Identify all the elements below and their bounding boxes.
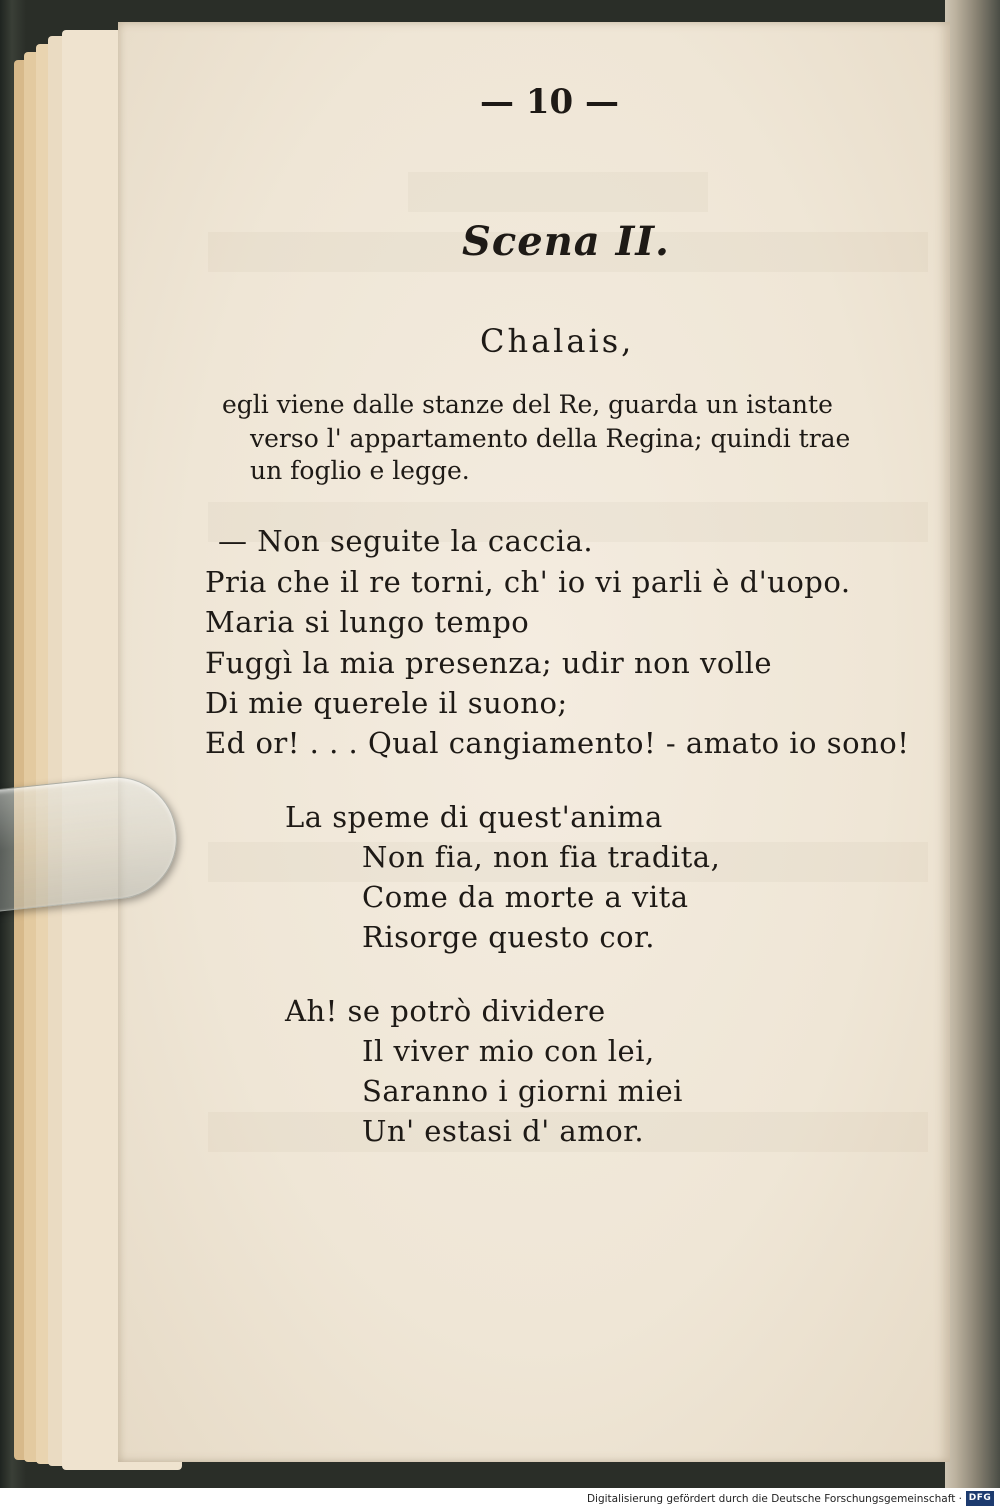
digitization-credit: Digitalisierung gefördert durch die Deutsche Forschungsgemeinschaft · [586, 1493, 962, 1505]
verse-line: Risorge questo cor. [362, 920, 655, 954]
verse-line: — Non seguite la caccia. [218, 524, 594, 558]
book-right-edge [945, 0, 1000, 1500]
verse-line: Fuggì la mia presenza; udir non volle [205, 646, 773, 680]
character-name: Chalais, [480, 322, 635, 360]
verse-line: Il viver mio con lei, [362, 1034, 655, 1068]
verse-line: Maria si lungo tempo [205, 605, 530, 639]
verse-line: Di mie querele il suono; [205, 686, 568, 720]
verse-line: La speme di quest'anima [285, 800, 663, 834]
verse-line: Pria che il re torni, ch' io vi parli è d'uopo. [205, 565, 851, 599]
page-number: — 10 — [480, 82, 619, 122]
verse-line: Ah! se potrò dividere [285, 994, 606, 1028]
verse-line: Come da morte a vita [362, 880, 689, 914]
verse-line: Non fia, non fia tradita, [362, 840, 721, 874]
stage-direction-line: egli viene dalle stanze del Re, guarda un istante [222, 390, 833, 419]
scene-title: Scena II. [462, 218, 670, 265]
bleed-through-mark [408, 172, 708, 212]
stage-direction-line: un foglio e legge. [250, 456, 470, 485]
verse-line: Saranno i giorni miei [362, 1074, 683, 1108]
verse-line: Ed or! . . . Qual cangiamento! - amato io sono! [205, 726, 910, 760]
verse-line: Un' estasi d' amor. [362, 1114, 645, 1148]
dfg-logo: DFG [966, 1491, 994, 1506]
stage-direction-line: verso l' appartamento della Regina; quindi trae [250, 424, 851, 453]
